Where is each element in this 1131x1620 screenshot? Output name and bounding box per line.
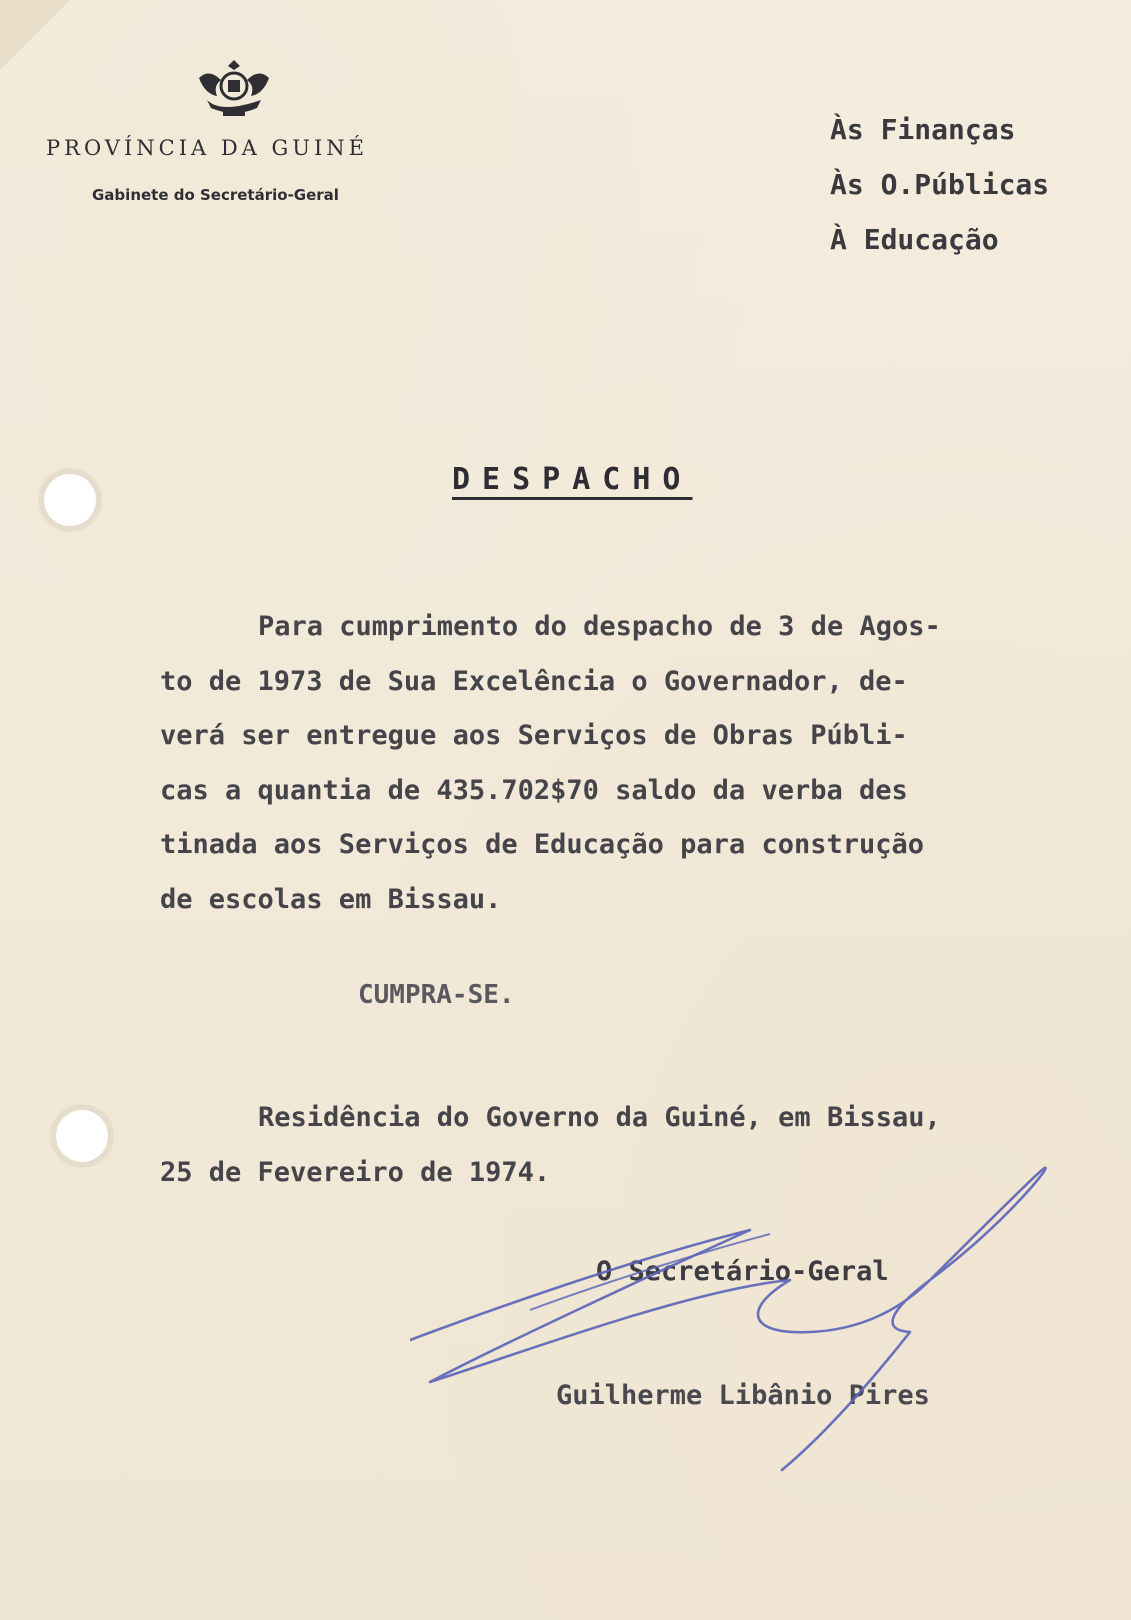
punch-hole-top [40,470,100,530]
province-heading: PROVÍNCIA DA GUINÉ [46,136,368,160]
place-line: Residência do Governo da Guiné, em Bissau, [258,1102,941,1133]
handwritten-signature [410,1160,1090,1480]
recipient-list [830,102,1049,267]
body-line: to de 1973 de Sua Excelência o Governador, de- [160,665,908,697]
recipient-item: À Educação [830,223,999,256]
folded-corner [0,0,70,70]
recipient-item: Às Finanças [830,113,1016,146]
signatory-name: Guilherme Libânio Pires [556,1380,930,1411]
punch-hole-bottom [52,1106,112,1166]
body-paragraph [160,600,1090,927]
document-title: DESPACHO [452,462,693,497]
coat-of-arms-icon [193,56,275,122]
body-line: de escolas em Bissau. [160,883,502,915]
signoff-title: O Secretário-Geral [596,1256,889,1287]
office-subheading: Gabinete do Secretário-Geral [92,186,339,204]
body-line: verá ser entregue aos Serviços de Obras Públi- [160,720,908,751]
date-line: 25 de Fevereiro de 1974. [160,1157,551,1188]
body-line: cas a quantia de 435.702$70 saldo da verba des [160,774,908,806]
body-line: tinada aos Serviços de Educação para construção [160,829,925,860]
body-line: Para cumprimento do despacho de 3 de Agos- [258,611,941,642]
cumpra-se-line: CUMPRA-SE. [358,980,515,1010]
recipient-item: Às O.Públicas [830,168,1050,201]
